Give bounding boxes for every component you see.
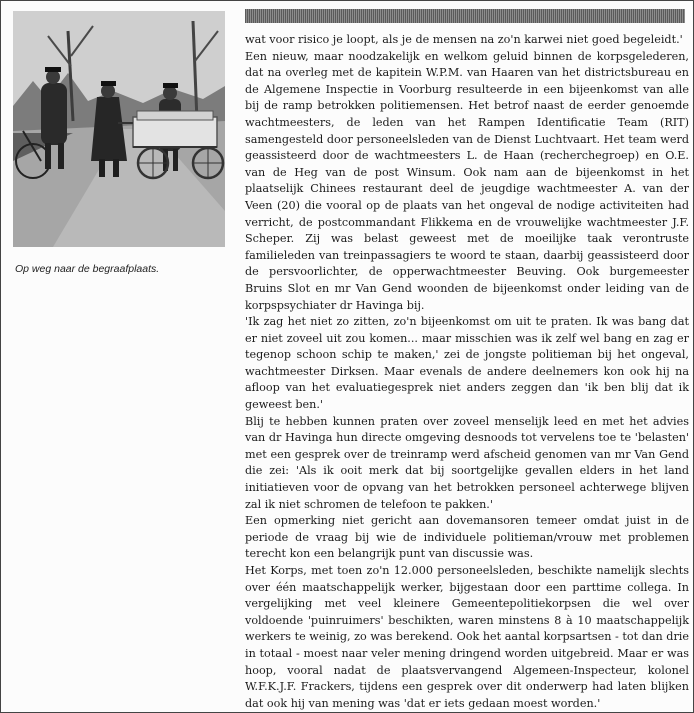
article-body — [245, 32, 689, 712]
paragraph: Het Korps, met toen zo'n 12.000 personeelsleden, beschikte namelijk slechts over één maatschappelijk werker, bijgestaan door een parttime collega. In vergelijking met veel kleinere Gemeentepolitiekorpsen die wel over voldoende 'puinruimers' beschikten, waren minstens 8 à 10 maatschappelijk werkers te weinig, zo was berekend. Ook het aantal korpsartsen - tot dan drie in totaal - moest naar veler mening dringend worden uitgebreid. Maar er was hoop, vooral nadat de plaatsvervangend Algemeen-Inspecteur, kolonel W.F.K.J.F. Frackers, tijdens een gesprek over dit onderwerp had laten blijken dat ook hij van mening was 'dat er iets gedaan moest worden.' — [245, 564, 689, 710]
paragraph: Een nieuw, maar noodzakelijk en welkom geluid binnen de korpsgelederen, dat na overleg met de kapitein W.P.M. van Haaren van het districtsbureau en de Algemene Inspectie in Voorburg resulteerde in een bijeenkomst van alle bij de ramp betrokken politiemensen. Het betrof naast de eerder genoemde wachtmeesters, de leden van het Rampen Identificatie Team (RIT) samengesteld door personeelsleden van de Dienst Luchtvaart. Het team werd geassisteerd door de wachtmeesters L. de Haan (recherchegroep) en O.E. van de Heg van de post Winsum. Ook nam aan de bijeenkomst in het plaatselijk Chinees restaurant deel de jeugdige wachtmeester A. van der Veen (20) die vooral op de plaats van het ongeval de nodige activiteiten had verricht, de postcommandant Flikkema en de vrouwelijke wachtmeester J.F. Scheper. Zij was belast geweest met de moeilijke taak verontruste familieleden van treinpassagiers te woord te staan, daarbij geassisteerd door de persvoorlichter, de opperwachtmeester Beuving. Ook burgemeester Bruins Slot en mr Van Gend woonden de bijeenkomst onder leiding van de korpspsychiater dr Havinga bij. — [245, 49, 689, 312]
photo-caption: Op weg naar de begraafplaats. — [15, 263, 160, 275]
historical-photo — [13, 11, 225, 247]
paragraph: Een opmerking niet gericht aan dovemansoren temeer omdat juist in de periode de vraag bij wie de individuele politieman/vrouw met problemen terecht kon een belangrijk punt van discussie was. — [245, 514, 689, 561]
paragraph: wat voor risico je loopt, als je de mensen na zo'n karwei niet goed begeleidt.' — [245, 33, 683, 46]
paragraph: 'Ik zag het niet zo zitten, zo'n bijeenkomst om uit te praten. Ik was bang dat er niet zoveel uit zou komen... maar misschien was ik zelf wel bang en zag er tegenop schoon schip te maken,' zei de jongste politieman bij het ongeval, wachtmeester Dirksen. Maar evenals de andere deelnemers kon ook hij na afloop van het evaluatiegesprek niet anders zeggen dan 'ik ben blij dat ik geweest ben.' — [245, 315, 689, 412]
header-band — [245, 9, 685, 23]
paragraph: Blij te hebben kunnen praten over zoveel menselijk leed en met het advies van dr Havinga hun directe omgeving desnoods tot vervelens toe te 'belasten' met een gesprek over de treinramp werd afscheid genomen van mr Van Gend die zei: 'Als ik ooit merk dat bij soortgelijke gevallen elders in het land initiatieven voor de opvang van het betrokken personeel achterwege blijven zal ik niet schromen de telefoon te pakken.' — [245, 414, 689, 511]
photo-illustration — [13, 11, 225, 247]
